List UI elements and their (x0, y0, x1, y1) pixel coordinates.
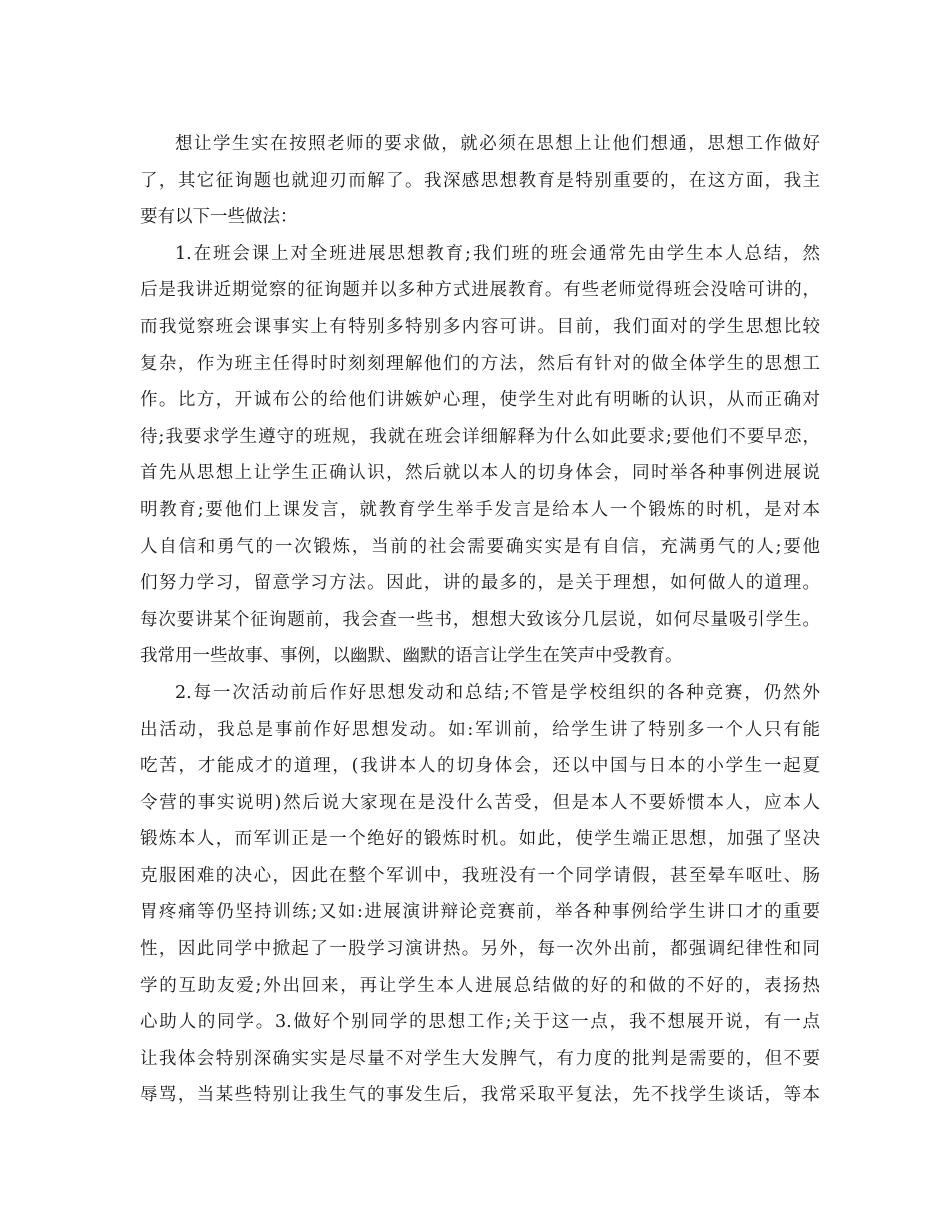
text-line-19: 令营的事实说明)然后说大家现在是没什么苦受，但是本人不要娇惯本人，应本人 (140, 792, 820, 813)
text-line-3: 要有以下一些做法： (140, 207, 298, 228)
text-line-11: 明教育;要他们上课发言，就教育学生举手发言是给本人一个锻炼的时机，是对本 (140, 499, 820, 520)
text-line-8: 作。比方，开诚布公的给他们讲嫉妒心理，使学生对此有明晰的认识，从而正确对 (140, 390, 820, 411)
text-line-27: 辱骂，当某些特别让我生气的事发生后，我常采取平复法，先不找学生谈话，等本 (140, 1085, 820, 1106)
text-line-7: 复杂，作为班主任得时时刻刻理解他们的方法，然后有针对的做全体学生的思想工 (140, 353, 820, 374)
text-line-13: 们努力学习，留意学习方法。因此，讲的最多的，是关于理想，如何做人的道理。 (140, 573, 820, 594)
text-line-14: 每次要讲某个征询题前，我会查一些书，想想大致该分几层说，如何尽量吸引学生。 (140, 609, 820, 630)
text-line-12: 人自信和勇气的一次锻炼，当前的社会需要确实实是有自信，充满勇气的人;要他 (140, 536, 820, 557)
text-line-1: 想让学生实在按照老师的要求做，就必须在思想上让他们想通，思想工作做好 (175, 134, 820, 154)
text-line-20: 锻炼本人，而军训正是一个绝好的锻炼时机。如此，使学生端正思想，加强了坚决 (140, 829, 820, 850)
text-line-24: 学的互助友爱;外出回来，再让学生本人进展总结做的好的和做的不好的，表扬热 (140, 975, 820, 996)
text-line-21: 克服困难的决心，因此在整个军训中，我班没有一个同学请假，甚至晕车呕吐、肠 (140, 865, 820, 886)
text-line-26: 让我体会特别深确实实是尽量不对学生大发脾气，有力度的批判是需要的，但不要 (140, 1048, 820, 1069)
text-line-2: 了，其它征询题也就迎刃而解了。我深感思想教育是特别重要的，在这方面，我主 (140, 170, 820, 191)
text-line-17: 出活动，我总是事前作好思想发动。如:军训前，给学生讲了特别多一个人只有能 (140, 719, 820, 740)
text-line-9: 待;我要求学生遵守的班规，我就在班会详细解释为什么如此要求;要他们不要早恋， (140, 426, 820, 447)
text-line-25: 心助人的同学。3.做好个别同学的思想工作;关于这一点，我不想展开说，有一点 (140, 1012, 820, 1033)
text-line-16: 2.每一次活动前后作好思想发动和总结;不管是学校组织的各种竞赛，仍然外 (175, 682, 820, 703)
body-text (140, 126, 820, 1114)
text-line-10: 首先从思想上让学生正确认识，然后就以本人的切身体会，同时举各种事例进展说 (140, 463, 820, 484)
text-line-4: 1.在班会课上对全班进展思想教育;我们班的班会通常先由学生本人总结，然 (175, 243, 820, 264)
text-line-5: 后是我讲近期觉察的征询题并以多种方式进展教育。有些老师觉得班会没啥可讲的， (140, 280, 820, 301)
text-line-15: 我常用一些故事、事例，以幽默、幽默的语言让学生在笑声中受教育。 (140, 646, 683, 667)
text-line-18: 吃苦，才能成才的道理，(我讲本人的切身体会，还以中国与日本的小学生一起夏 (140, 756, 820, 777)
text-line-6: 而我觉察班会课事实上有特别多特别多内容可讲。目前，我们面对的学生思想比较 (140, 316, 820, 337)
text-line-23: 性，因此同学中掀起了一股学习演讲热。另外，每一次外出前，都强调纪律性和同 (140, 939, 820, 960)
text-line-22: 胃疼痛等仍坚持训练;又如:进展演讲辩论竞赛前，举各种事例给学生讲口才的重要 (140, 902, 820, 923)
